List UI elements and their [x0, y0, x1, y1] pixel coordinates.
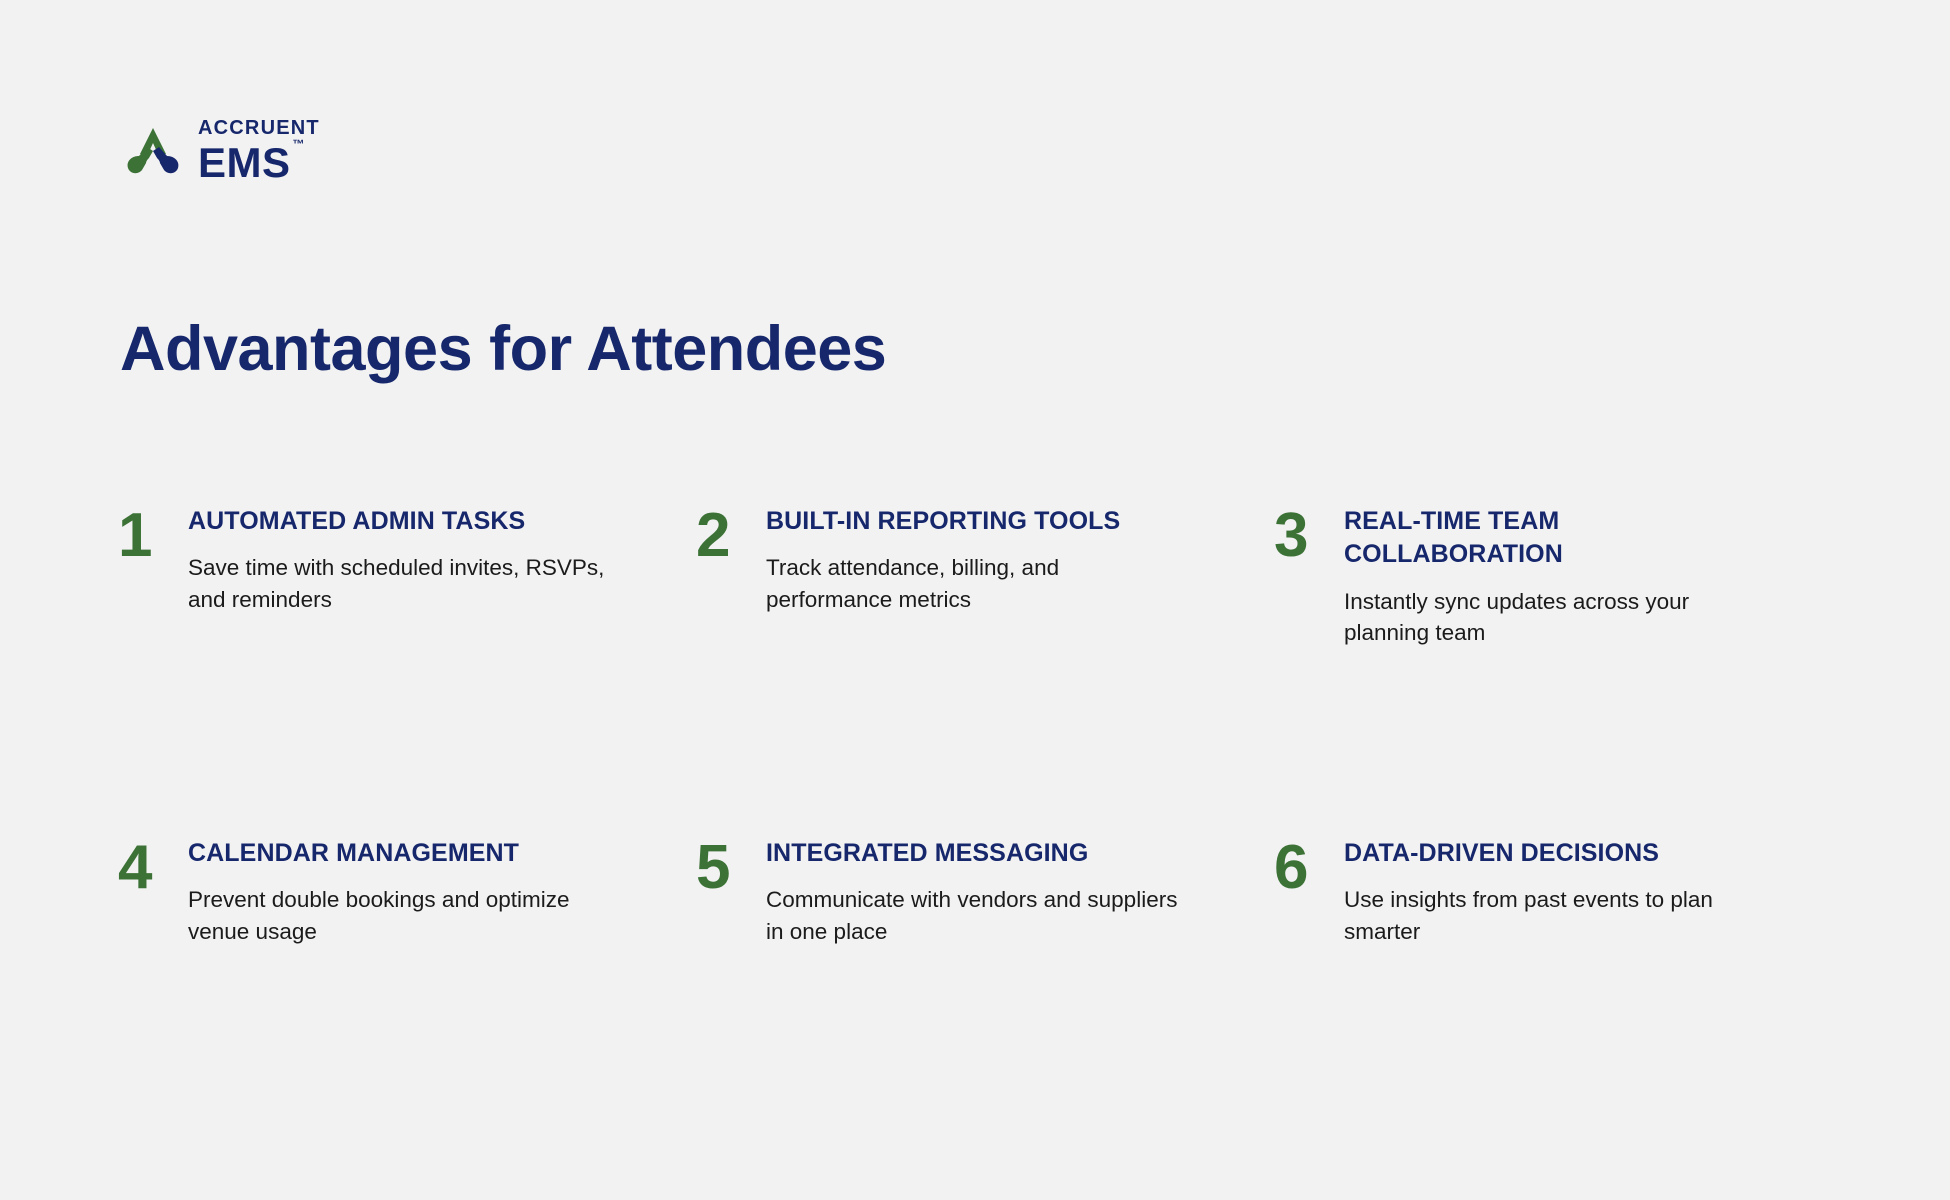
item-body: [766, 505, 1186, 616]
item-title: INTEGRATED MESSAGING: [766, 839, 1089, 867]
item-description: Instantly sync updates across your planning team: [1344, 588, 1690, 646]
item-title: CALENDAR MANAGEMENT: [188, 839, 520, 867]
item-body: [1344, 505, 1764, 649]
item-number: 1: [118, 501, 153, 570]
brand-product-label: EMS: [198, 139, 291, 186]
list-item: [118, 501, 696, 837]
brand-logo: [122, 118, 320, 184]
brand-company-name: ACCRUENT: [198, 117, 320, 139]
item-description: Use insights from past events to plan smarter: [1344, 887, 1713, 945]
brand-product-name: [198, 137, 320, 186]
item-body: [1344, 837, 1764, 948]
item-title: DATA-DRIVEN DECISIONS: [1344, 839, 1660, 867]
list-item: [1274, 501, 1852, 837]
list-item: [1274, 833, 1852, 1169]
item-body: [188, 505, 608, 616]
list-item: [696, 501, 1274, 837]
item-body: [766, 837, 1186, 948]
item-description: Communicate with vendors and suppliers in one place: [766, 887, 1178, 945]
item-body: [188, 837, 608, 948]
advantages-grid: [118, 501, 1838, 1169]
page-title: Advantages for Attendees: [120, 314, 887, 384]
brand-trademark: ™: [292, 137, 306, 151]
item-description: Prevent double bookings and optimize venue usage: [188, 887, 570, 945]
item-title: REAL-TIME TEAM COLLABORATION: [1344, 507, 1563, 569]
accruent-triangle-logo-icon: [122, 120, 184, 182]
item-number: 2: [696, 501, 731, 570]
item-title: BUILT-IN REPORTING TOOLS: [766, 507, 1121, 535]
item-title: AUTOMATED ADMIN TASKS: [188, 507, 526, 535]
item-number: 4: [118, 833, 153, 902]
item-description: Track attendance, billing, and performance metrics: [766, 555, 1060, 613]
list-item: [696, 833, 1274, 1169]
item-description: Save time with scheduled invites, RSVPs, and reminders: [188, 555, 605, 613]
list-item: [118, 833, 696, 1169]
item-number: 6: [1274, 833, 1309, 902]
brand-logo-text: [198, 118, 320, 184]
item-number: 3: [1274, 501, 1309, 570]
item-number: 5: [696, 833, 731, 902]
